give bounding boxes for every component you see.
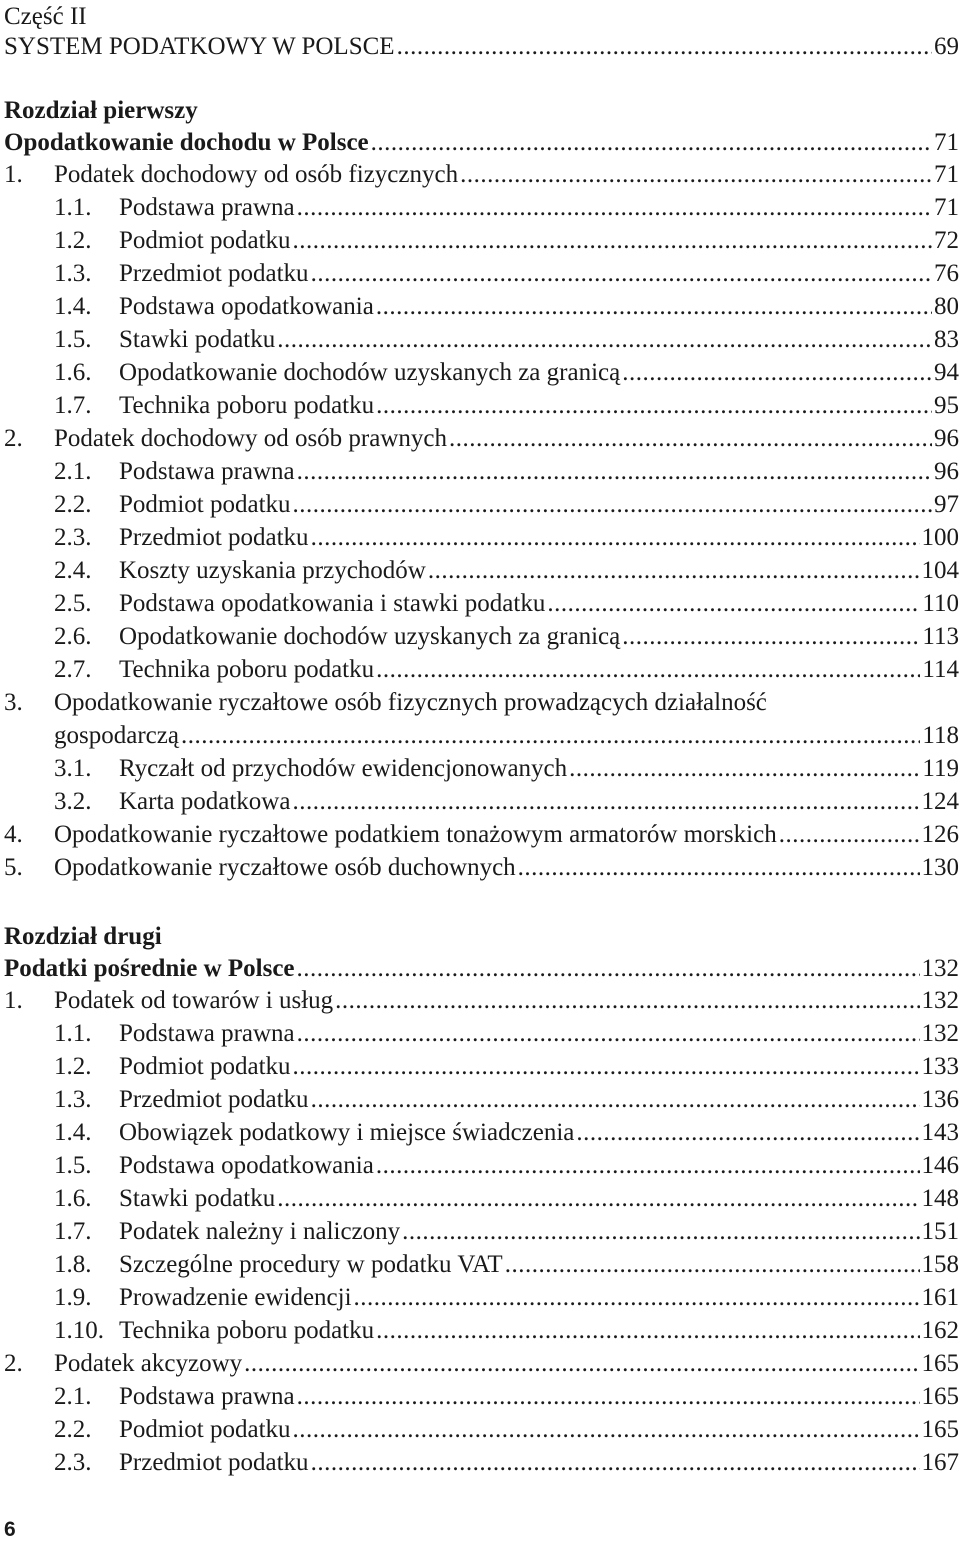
entry-number: 1.4. xyxy=(54,1119,92,1146)
dot-leader xyxy=(277,1182,919,1215)
toc-entry xyxy=(4,785,959,818)
dot-leader xyxy=(297,1380,920,1413)
entry-title: Podstawa prawna xyxy=(119,458,295,485)
chapter1-label: Rozdział pierwszy xyxy=(4,97,198,124)
entry-number: 1. xyxy=(4,161,23,188)
entry-number: 3.2. xyxy=(54,788,92,815)
page-number: 94 xyxy=(934,359,959,386)
page-number: 165 xyxy=(921,1383,959,1410)
entry-title: Podstawa prawna xyxy=(119,194,295,221)
dot-leader xyxy=(569,752,920,785)
entry-number: 1.1. xyxy=(54,1020,92,1047)
toc-entry xyxy=(4,290,959,323)
dot-leader xyxy=(244,1347,919,1380)
entry-title: Opodatkowanie ryczałtowe osób duchownych xyxy=(54,854,516,881)
toc-entry xyxy=(4,1446,959,1479)
entry-number: 2. xyxy=(4,1350,23,1377)
dot-leader xyxy=(376,653,920,686)
page-number: 124 xyxy=(921,788,959,815)
toc-entry xyxy=(4,1182,959,1215)
page-number: 80 xyxy=(934,293,959,320)
entry-number: 1.5. xyxy=(54,1152,92,1179)
page-number: 165 xyxy=(921,1416,959,1443)
dot-leader xyxy=(622,356,932,389)
entry-title: Podstawa opodatkowania i stawki podatku xyxy=(119,590,546,617)
entry-title: Stawki podatku xyxy=(119,1185,276,1212)
dot-leader xyxy=(505,1248,920,1281)
entry-title: Szczególne procedury w podatku VAT xyxy=(119,1251,503,1278)
page-number: 148 xyxy=(921,1185,959,1212)
toc-entry xyxy=(4,356,959,389)
entry-title: Przedmiot podatku xyxy=(119,524,309,551)
page-number: 96 xyxy=(934,425,959,452)
entry-title: Podmiot podatku xyxy=(119,491,291,518)
dot-leader xyxy=(354,1281,920,1314)
page-number: 110 xyxy=(922,590,959,617)
page-number: 130 xyxy=(921,854,959,881)
entry-number: 1.5. xyxy=(54,326,92,353)
page-number: 113 xyxy=(922,623,959,650)
toc-entry xyxy=(4,1116,959,1149)
entry-number: 1.3. xyxy=(54,1086,92,1113)
entry-number: 3.1. xyxy=(54,755,92,782)
entry-title-continuation: gospodarczą xyxy=(54,722,179,749)
part-title: SYSTEM PODATKOWY W POLSCE xyxy=(4,33,395,60)
toc-entry xyxy=(4,851,959,884)
dot-leader xyxy=(293,224,932,257)
toc-entry xyxy=(4,224,959,257)
dot-leader xyxy=(376,389,932,422)
entry-number: 2.1. xyxy=(54,458,92,485)
entry-title: Podatek dochodowy od osób prawnych xyxy=(54,425,447,452)
dot-leader xyxy=(293,1413,920,1446)
page-number: 165 xyxy=(921,1350,959,1377)
page-number: 162 xyxy=(921,1317,959,1344)
page-number: 158 xyxy=(921,1251,959,1278)
entry-number: 2. xyxy=(4,425,23,452)
page-number: 95 xyxy=(934,392,959,419)
part-title-entry xyxy=(4,30,959,63)
entry-number: 1.6. xyxy=(54,359,92,386)
entry-number: 2.5. xyxy=(54,590,92,617)
entry-number: 1. xyxy=(4,987,23,1014)
chapter2-label: Rozdział drugi xyxy=(4,923,162,950)
entry-title: Opodatkowanie dochodów uzyskanych za granicą xyxy=(119,359,621,386)
page-number: 71 xyxy=(934,129,959,156)
part-label: Część II xyxy=(4,3,87,30)
toc-entry xyxy=(4,984,959,1017)
entry-number: 4. xyxy=(4,821,23,848)
page-number: 71 xyxy=(934,194,959,221)
dot-leader xyxy=(376,290,932,323)
dot-leader xyxy=(311,1446,920,1479)
toc-entry xyxy=(4,323,959,356)
toc-entry xyxy=(4,1248,959,1281)
entry-title: Podmiot podatku xyxy=(119,1416,291,1443)
dot-leader xyxy=(297,1017,920,1050)
entry-number: 1.10. xyxy=(54,1317,104,1344)
entry-number: 2.2. xyxy=(54,1416,92,1443)
entry-title: Podstawa opodatkowania xyxy=(119,1152,374,1179)
entry-title: Technika poboru podatku xyxy=(119,392,375,419)
dot-leader xyxy=(460,158,932,191)
toc-entry xyxy=(4,521,959,554)
entry-number: 1.2. xyxy=(54,1053,92,1080)
entry-title: Podmiot podatku xyxy=(119,1053,291,1080)
entry-title: Podatek od towarów i usług xyxy=(54,987,334,1014)
toc-entry xyxy=(4,653,959,686)
toc-entry xyxy=(4,818,959,851)
chapter1-title: Opodatkowanie dochodu w Polsce xyxy=(4,129,369,156)
toc-entry xyxy=(4,1281,959,1314)
toc-entry xyxy=(4,1017,959,1050)
toc-entry xyxy=(4,1413,959,1446)
entry-number: 1.3. xyxy=(54,260,92,287)
page-number: 118 xyxy=(922,722,959,749)
toc-entry xyxy=(4,455,959,488)
dot-leader xyxy=(402,1215,919,1248)
dot-leader xyxy=(293,1050,920,1083)
page-number: 151 xyxy=(921,1218,959,1245)
toc-entry xyxy=(4,1380,959,1413)
entry-title: Opodatkowanie ryczałtowe osób fizycznych prowadzących działalność xyxy=(54,689,767,716)
dot-leader xyxy=(371,126,932,159)
entry-title: Podatek dochodowy od osób fizycznych xyxy=(54,161,459,188)
page-number: 132 xyxy=(921,955,959,982)
entry-number: 2.4. xyxy=(54,557,92,584)
entry-number: 1.6. xyxy=(54,1185,92,1212)
entry-number: 2.1. xyxy=(54,1383,92,1410)
toc-entry xyxy=(4,587,959,620)
dot-leader xyxy=(277,323,932,356)
entry-number: 1.7. xyxy=(54,1218,92,1245)
entry-title: Prowadzenie ewidencji xyxy=(119,1284,352,1311)
entry-number: 5. xyxy=(4,854,23,881)
toc-entry xyxy=(4,1083,959,1116)
dot-leader xyxy=(622,620,920,653)
dot-leader xyxy=(297,455,932,488)
dot-leader xyxy=(376,1314,919,1347)
toc-entry xyxy=(4,1314,959,1347)
entry-number: 2.6. xyxy=(54,623,92,650)
entry-number: 1.2. xyxy=(54,227,92,254)
page-number: 76 xyxy=(934,260,959,287)
entry-title: Podstawa opodatkowania xyxy=(119,293,374,320)
entry-number: 2.3. xyxy=(54,1449,92,1476)
chapter2-title-entry xyxy=(4,952,959,985)
dot-leader xyxy=(311,257,932,290)
dot-leader xyxy=(449,422,932,455)
dot-leader xyxy=(428,554,920,587)
chapter2-title: Podatki pośrednie w Polsce xyxy=(4,955,295,982)
page-number: 146 xyxy=(921,1152,959,1179)
page-number: 119 xyxy=(922,755,959,782)
page-number: 71 xyxy=(934,161,959,188)
entry-number: 1.8. xyxy=(54,1251,92,1278)
page-number: 167 xyxy=(921,1449,959,1476)
entry-title: Opodatkowanie dochodów uzyskanych za granicą xyxy=(119,623,621,650)
page-number: 97 xyxy=(934,491,959,518)
page-number: 161 xyxy=(921,1284,959,1311)
entry-title: Ryczałt od przychodów ewidencjonowanych xyxy=(119,755,568,782)
entry-number: 1.9. xyxy=(54,1284,92,1311)
page-number: 132 xyxy=(921,1020,959,1047)
page-number: 133 xyxy=(921,1053,959,1080)
entry-title: Opodatkowanie ryczałtowe podatkiem tonażowym armatorów morskich xyxy=(54,821,777,848)
toc-entry xyxy=(4,554,959,587)
entry-title: Podatek należny i naliczony xyxy=(119,1218,401,1245)
dot-leader xyxy=(293,488,932,521)
page-number: 104 xyxy=(921,557,959,584)
entry-title: Koszty uzyskania przychodów xyxy=(119,557,426,584)
toc-entry xyxy=(4,422,959,455)
dot-leader xyxy=(779,818,920,851)
entry-number: 1.1. xyxy=(54,194,92,221)
dot-leader xyxy=(335,984,919,1017)
entry-title: Podmiot podatku xyxy=(119,227,291,254)
dot-leader xyxy=(181,719,920,752)
toc-entry xyxy=(4,158,959,191)
toc-entry xyxy=(4,488,959,521)
page-number: 114 xyxy=(922,656,959,683)
page-number: 96 xyxy=(934,458,959,485)
entry-number: 3. xyxy=(4,689,23,716)
page-number: 126 xyxy=(921,821,959,848)
chapter1-title-entry xyxy=(4,126,959,159)
page-number: 72 xyxy=(934,227,959,254)
toc-entry xyxy=(4,1347,959,1380)
page-number: 100 xyxy=(921,524,959,551)
entry-number: 2.7. xyxy=(54,656,92,683)
dot-leader xyxy=(547,587,920,620)
dot-leader xyxy=(297,191,932,224)
toc-entry xyxy=(4,620,959,653)
entry-title: Obowiązek podatkowy i miejsce świadczenia xyxy=(119,1119,575,1146)
toc-entry xyxy=(4,1149,959,1182)
dot-leader xyxy=(397,30,932,63)
toc-entry xyxy=(4,686,959,719)
entry-number: 2.2. xyxy=(54,491,92,518)
entry-title: Przedmiot podatku xyxy=(119,1086,309,1113)
page-number: 143 xyxy=(921,1119,959,1146)
dot-leader xyxy=(518,851,920,884)
dot-leader xyxy=(576,1116,919,1149)
dot-leader xyxy=(311,521,920,554)
toc-entry xyxy=(4,389,959,422)
entry-title: Podstawa prawna xyxy=(119,1383,295,1410)
page-number: 69 xyxy=(934,33,959,60)
page-folio: 6 xyxy=(4,1518,16,1541)
toc-entry xyxy=(4,257,959,290)
page-number: 136 xyxy=(921,1086,959,1113)
entry-title: Karta podatkowa xyxy=(119,788,291,815)
entry-number: 2.3. xyxy=(54,524,92,551)
dot-leader xyxy=(376,1149,920,1182)
dot-leader xyxy=(292,785,919,818)
entry-title: Podatek akcyzowy xyxy=(54,1350,243,1377)
entry-title: Przedmiot podatku xyxy=(119,1449,309,1476)
entry-number: 1.4. xyxy=(54,293,92,320)
toc-entry xyxy=(4,752,959,785)
entry-title: Przedmiot podatku xyxy=(119,260,309,287)
toc-entry xyxy=(4,1215,959,1248)
toc-entry xyxy=(4,191,959,224)
toc-entry-continuation xyxy=(4,719,959,752)
dot-leader xyxy=(311,1083,920,1116)
page-number: 132 xyxy=(921,987,959,1014)
entry-number: 1.7. xyxy=(54,392,92,419)
page-number: 83 xyxy=(934,326,959,353)
entry-title: Technika poboru podatku xyxy=(119,656,375,683)
dot-leader xyxy=(297,952,920,985)
entry-title: Technika poboru podatku xyxy=(119,1317,375,1344)
entry-title: Podstawa prawna xyxy=(119,1020,295,1047)
entry-title: Stawki podatku xyxy=(119,326,276,353)
toc-entry xyxy=(4,1050,959,1083)
